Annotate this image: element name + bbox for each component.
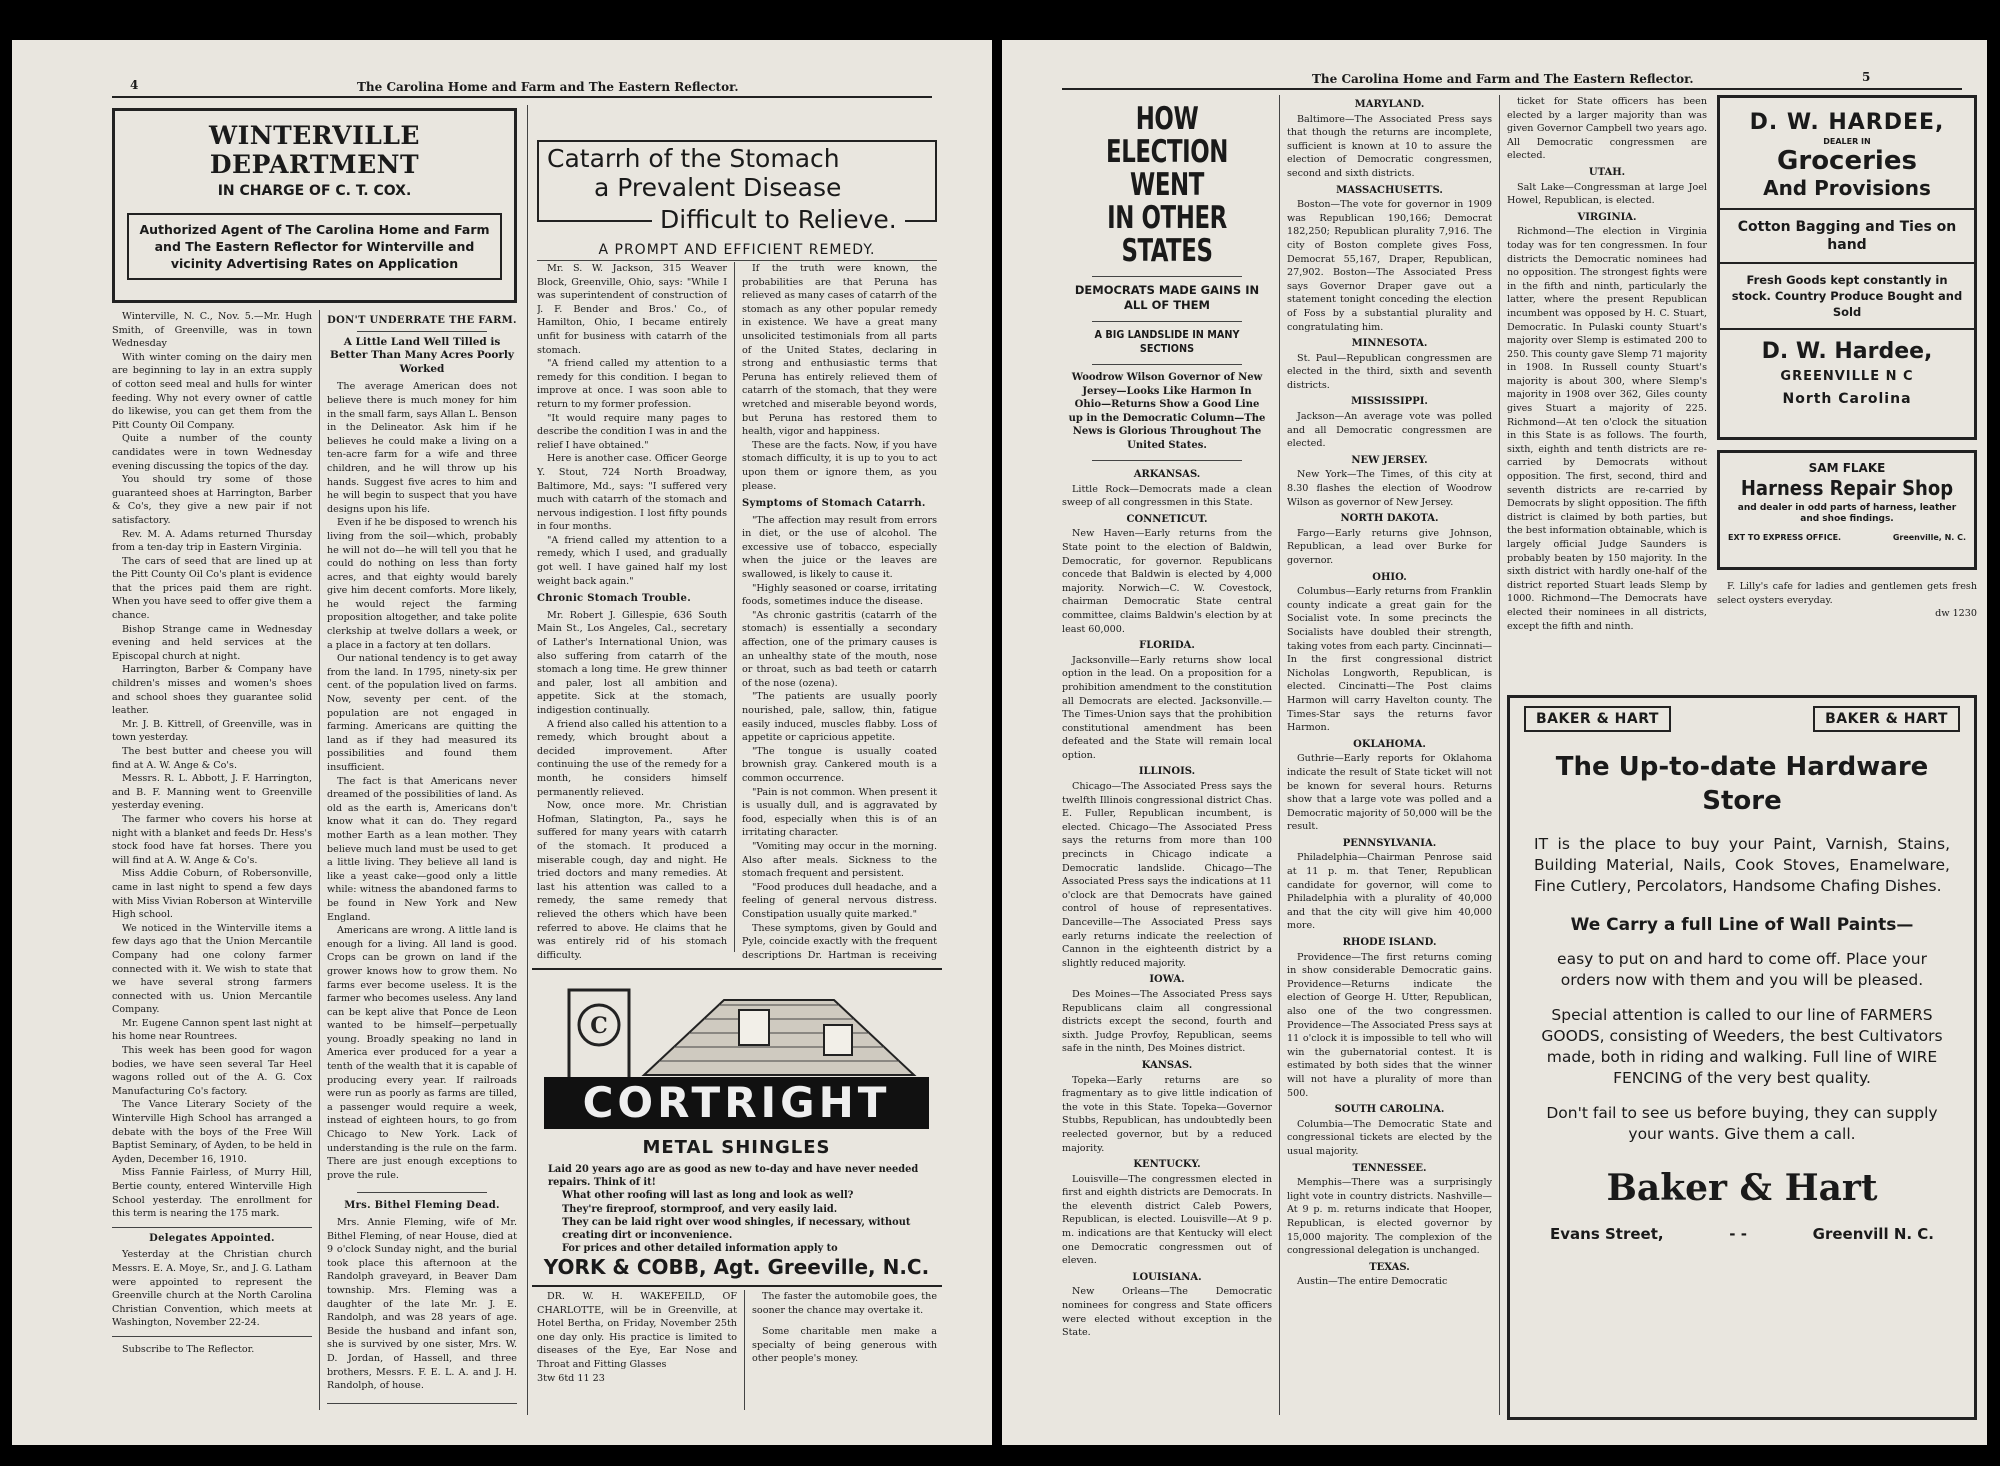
state-heading: OKLAHOMA. <box>1353 738 1426 750</box>
hardee-cotton: Cotton Bagging and Ties on hand <box>1737 219 1957 253</box>
symptoms-head: Symptoms of Stomach Catarrh. <box>742 498 926 510</box>
cortright-agent: YORK & COBB, Agt. Greeville, N.C. <box>543 1255 930 1279</box>
baker-hart-wall: We Carry a full Line of Wall Paints— <box>1570 915 1914 935</box>
catarrh-paragraph: "A friend called my attention to a remedy, which I used, and gradually got well. I have gained half my lost weight back again." <box>537 534 727 587</box>
state-heading: KENTUCKY. <box>1133 1159 1201 1171</box>
catarrh-paragraph: "Food produces dull headache, and a feeling of general nervous distress. Constipation usually quite marked." <box>742 881 937 920</box>
baker-hart-special: Special attention is called to our line of FARMERS GOODS, consisting of Weeders, the best Cultivators made, both in riding and walking. Full line of WIRE FENCING of the very best quality. <box>1541 1006 1943 1087</box>
fleming-head: Mrs. Bithel Fleming Dead. <box>344 1200 500 1212</box>
baker-hart-tab-left: BAKER & HART <box>1524 706 1671 732</box>
header-rule <box>112 96 932 98</box>
catarrh-paragraph: "Vomiting may occur in the morning. Also after meals. Sickness to the stomach frequent and persistent. <box>742 840 937 880</box>
catarrh-paragraph: A friend also called his attention to a remedy, which brought about a decided improvement. After continuing the use of the remedy for a month, he considers himself permanently relieved. <box>537 718 727 798</box>
state-heading: OHIO. <box>1372 571 1407 583</box>
catarrh-paragraph: "It would require many pages to describe the condition I was in and the relief I have obtained." <box>537 412 727 451</box>
state-report: ticket for State officers has been elected by a larger majority than was given Governor Campbell two years ago. All Democratic congressmen are elected. <box>1507 96 1707 162</box>
baker-hart-address <box>1510 1209 1974 1243</box>
ad-rule <box>1720 208 1974 210</box>
deck-rule <box>1092 460 1242 461</box>
charitable-quip: Some charitable men make a specialty of being generous with other people's money. <box>752 1326 937 1365</box>
catarrh-paragraph: Mr. S. W. Jackson, 315 Weaver Block, Greenville, Ohio, says: "While I was superintendent of construction of J. F. Bender and Bros.' Co., of Hamilton, Ohio, I became entirely unfit for business with catarrh of the stomach. <box>537 263 727 356</box>
hardee-state: North Carolina <box>1782 391 1912 407</box>
catarrh-paragraph: "The affection may result from errors in diet, or the use of alcohol. The excessive use of tobacco, especially when the juice or the leaves are swallowed, is likely to cause it. <box>742 514 937 581</box>
winterville-item: You should try some of those guaranteed shoes at Harrington, Barber & Co's, they give a new pair if not satisfactory. <box>112 474 312 526</box>
column-rule <box>527 105 528 1415</box>
catarrh-rule <box>537 260 937 261</box>
winterville-item: We noticed in the Winterville items a few days ago that the Union Mercantile Company had one colony farmer connected with it. We wish to state that we have several strong farmers connected with us. Union Mercantile Company. <box>112 922 312 1016</box>
chronic-head: Chronic Stomach Trouble. <box>537 593 691 605</box>
winterville-item: Quite a number of the county candidates were in town Wednesday evening discussing the topics of the day. <box>112 433 312 472</box>
left-page <box>12 40 992 1445</box>
state-heading: KANSAS. <box>1141 1059 1193 1071</box>
state-heading: MINNESOTA. <box>1351 338 1428 350</box>
state-report: Philadelphia—Chairman Penrose said at 11 p. m. that Tener, Republican candidate for governor, will come to Philadelphia with a plurality of 40,000 and that the city will give him 40,000 more. <box>1287 852 1492 932</box>
state-report: Little Rock—Democrats made a clean sweep of all congressmen in this State. <box>1062 483 1272 509</box>
winterville-header-box <box>112 108 517 303</box>
farm-paragraph: Americans are wrong. A little land is enough for a living. All land is good. Crops can be grown on land if the grower knows how to grow them. No farms ever become useless. It is the farmer who becomes useless. Any land can be kept alive that Ponce de Leon wanted to be himself—perpetually young. Broadly speaking no land in America ever produced for a year a tenth of the wealth that it is capable of producing every year. If railroads were run as poorly as farms are tilled, a passenger would require a week, instead of eighteen hours, to go from Chicago to New York. Lack of understanding is the rule on the farm. There are just enough exceptions to prove the rule. <box>327 925 517 1181</box>
catarrh-paragraph: If the truth were known, the probabilities are that Peruna has relieved as many cases of catarrh of the stomach as any other popular remedy in existence. We have a great many unsolicited testimonials from all parts of the United States, declaring in strong and enthusiastic terms that Peruna has entirely relieved them of catarrh of the stomach, that they were wretched and miserable beyond words, but Peruna has restored them to health, vigor and happiness. <box>742 263 937 438</box>
state-heading: CONNETICUT. <box>1126 513 1208 525</box>
catarrh-paragraph: "The tongue is usually coated brownish gray. Cankered mouth is a common occurrence. <box>742 745 937 784</box>
catarrh-paragraph: "As chronic gastritis (catarrh of the stomach) is essentially a secondary affection, one of the primary causes is an unhealthy state of the mouth, nose or throat, such as bad teeth or catarrh of the nose (ozena). <box>742 609 937 689</box>
state-heading: RHODE ISLAND. <box>1342 937 1437 949</box>
baker-hart-title-2: Store <box>1702 786 1782 816</box>
winterville-item: Mr. J. B. Kittrell, of Greenville, was in town yesterday. <box>112 718 312 744</box>
cortright-body <box>548 1163 928 1255</box>
state-heading: SOUTH CAROLINA. <box>1334 1104 1445 1116</box>
hardee-groceries: Groceries <box>1777 146 1917 176</box>
state-report: New Haven—Early returns from the State point to the election of Baldwin, Democratic, for governor. Republicans concede that Baldwin is elected by 4,000 majority. Norwich—C. W. Covestock, chairman Democratic State central committee, claims Baldwin's election by at least 60,000. <box>1062 528 1272 635</box>
column-rule <box>1499 95 1500 1415</box>
winterville-item: The Vance Literary Society of the Winterville High School has arranged a debate with the boys of the Free Will Baptist Seminary, of Ayden, to be held in Ayden, December 16, 1910. <box>112 1099 312 1165</box>
state-heading: ARKANSAS. <box>1133 469 1201 480</box>
flake-location <box>1720 527 1974 542</box>
winterville-item: Mr. Eugene Cannon spent last night at his home near Rountrees. <box>112 1017 312 1043</box>
baker-hart-tab-right: BAKER & HART <box>1813 706 1960 732</box>
catarrh-paragraph: Mr. Robert J. Gillespie, 636 South Main St., Los Angeles, Cal., secretary of Lather's International Union, was also suffering from catarrh of the stomach a long time. He grew thinner and paler, lost all ambition and appetite. Sick at the stomach, indigestion continually. <box>537 609 727 716</box>
farm-paragraph: Our national tendency is to get away from the land. In 1795, ninety-six per cent. of the population lived on farms. Now, seventy per cent. of the population are not engaged in farming. Americans are quitting the land as if they had measured its possibilities and found them insufficient. <box>327 653 517 773</box>
election-deck-3: Woodrow Wilson Governor of New Jersey—Looks Like Harmon In Ohio—Returns Show a Good Line up in the Democratic Column—The News is Glorious Throughout The United States. <box>1068 372 1266 451</box>
winterville-item: The cars of seed that are lined up at the Pitt County Oil Co's plant is evidence that the prices paid them are right. When you have seed to offer give them a chance. <box>112 555 312 622</box>
election-headline-1: HOW ELECTION WENT <box>1105 101 1229 203</box>
catarrh-title-2: a Prevalent Disease <box>594 173 842 202</box>
election-deck-1: DEMOCRATS MADE GAINS IN ALL OF THEM <box>1074 283 1260 312</box>
catarrh-paragraph: "The patients are usually poorly nourished, pale, sallow, thin, fatigue easily induced, muscles flabby. Loss of appetite or capricious appetite. <box>742 691 937 744</box>
hardee-name-bottom: D. W. Hardee, <box>1761 339 1933 364</box>
state-report: Salt Lake—Congressman at large Joel Howel, Republican, is elected. <box>1507 181 1707 207</box>
state-heading: ILLINOIS. <box>1138 766 1196 778</box>
running-head: The Carolina Home and Farm and The Eastern Reflector. <box>1312 72 1694 86</box>
winterville-item: The farmer who covers his horse at night with a blanket and feeds Dr. Hess's stock food have fat horses. There you will find at A. W. Ange & Co's. <box>112 813 312 866</box>
state-report: New Orleans—The Democratic nominees for congress and State officers were elected without exception in the State. <box>1062 1286 1272 1339</box>
baker-hart-ad <box>1507 695 1977 1420</box>
ad-bottom-rule <box>532 1285 942 1287</box>
farm-paragraph: The average American does not believe there is much money for him in the small farm, says Allan L. Benson in the Delineator. Ask him if he believes he could make a living on a ten-acre farm for a wife and three children, and he will throw up his hands. Suggest five acres to him and he will begin to suspect that you have designs upon his life. <box>327 381 517 515</box>
state-report: New York—The Times, of this city at 8.30 flashes the election of Woodrow Wilson as governor of New Jersey. <box>1287 469 1492 508</box>
winterville-item: Miss Fannie Fairless, of Murry Hill, Bertie county, entered Winterville High School yesterday. The enrollment for this term is nearing the 175 mark. <box>112 1167 312 1220</box>
running-head: The Carolina Home and Farm and The Eastern Reflector. <box>357 80 739 94</box>
baker-hart-intro: IT is the place to buy your Paint, Varnish, Stains, Building Material, Nails, Cook Stoves, Enamelware, Fine Cutlery, Percolators, Handsome Chafing Dishes. <box>1534 835 1950 895</box>
winterville-item: Winterville, N. C., Nov. 5.—Mr. Hugh Smith, of Greenville, was in town Wednesday <box>112 311 312 350</box>
state-heading: VIRGINIA. <box>1577 211 1637 223</box>
winterville-item: Miss Addie Coburn, of Robersonville, came in last night to spend a few days with Miss Vivian Roberson at Winterville High school. <box>112 868 312 921</box>
catarrh-column-1 <box>537 262 727 962</box>
cortright-line: For prices and other detailed information apply to <box>562 1243 838 1255</box>
hardee-fresh: Fresh Goods kept constantly in stock. Country Produce Bought and Sold <box>1731 273 1963 319</box>
state-heading: TENNESSEE. <box>1352 1162 1427 1174</box>
state-heading: NORTH DAKOTA. <box>1340 513 1439 525</box>
winterville-item: Messrs. R. L. Abbott, J. F. Harrington, and B. F. Manning went to Greenville yesterday evening. <box>112 773 312 812</box>
winterville-item: Harrington, Barber & Company have children's misses and women's shoes and school shoes they guarantee solid leather. <box>112 664 312 717</box>
section-rule <box>327 1403 517 1404</box>
lilly-notice <box>1717 580 1977 650</box>
state-heading: LOUISIANA. <box>1132 1271 1202 1283</box>
state-report: Jackson—An average vote was polled and all Democratic congressmen are elected. <box>1287 411 1492 450</box>
flake-ad <box>1717 450 1977 570</box>
catarrh-column-2 <box>742 262 937 962</box>
wakefield-code: 3tw 6td 11 23 <box>537 1372 605 1384</box>
lilly-text: F. Lilly's cafe for ladies and gentlemen gets fresh select oysters everyday. <box>1717 581 1977 606</box>
flake-location-right: Greenville, N. C. <box>1892 533 1966 542</box>
section-rule <box>112 1227 312 1228</box>
cortright-line: They can be laid right over wood shingles, if necessary, without creating dirt or inconvenience. <box>562 1216 911 1242</box>
catarrh-paragraph: "Highly seasoned or coarse, irritating foods, sometimes induce the disease. <box>742 582 937 608</box>
catarrh-paragraph: These are the facts. Now, if you have stomach difficulty, it is up to you to act upon them or ignore them, as you please. <box>742 439 937 492</box>
election-column-3 <box>1507 95 1707 685</box>
state-heading: IOWA. <box>1149 974 1185 986</box>
farm-column <box>327 310 517 1410</box>
state-heading: UTAH. <box>1588 166 1626 178</box>
farm-subhead: A Little Land Well Tilled is Better Than Many Acres Poorly Worked <box>329 335 515 375</box>
catarrh-paragraph: These symptoms, given by Gould and Pyle, coincide exactly with the frequent descriptions Dr. Hartman is receiving <box>742 922 937 961</box>
column-rule <box>744 1290 745 1410</box>
state-heading: NEW JERSEY. <box>1351 454 1428 466</box>
winterville-item: Bishop Strange came in Wednesday evening and held services at the Episcopal church at night. <box>112 623 312 662</box>
wakefield-text: DR. W. H. WAKEFEILD, OF CHARLOTTE, will be in Greenville, at Hotel Bertha, on Friday, November 25th one day only. His practice is limited to diseases of the Eye, Ear Nose and Throat and Fitting Glasses <box>537 1291 737 1370</box>
state-report: Fargo—Early returns give Johnson, Republican, a lead over Burke for governor. <box>1287 527 1492 566</box>
page-number: 4 <box>130 78 139 92</box>
section-rule <box>357 331 487 332</box>
page-number: 5 <box>1862 70 1871 84</box>
baker-hart-easy: easy to put on and hard to come off. Place your orders now with them and you will be pleased. <box>1557 950 1927 989</box>
election-deck-2: A BIG LANDSLIDE IN MANY SECTIONS <box>1094 328 1240 355</box>
baker-hart-dont: Don't fail to see us before buying, they can supply your wants. Give them a call. <box>1546 1104 1938 1143</box>
column-rule <box>319 310 320 1410</box>
farm-paragraph: The fact is that Americans never dreamed of the possibilities of land. As old as the earth is, Americans don't know what it can do. They regard mother Earth as a lean mother. They believe much land must be used to get a little living. They believe all land is like a yeast cake—good only a little while: witness the abandoned farms to be found in New York and New England. <box>327 775 517 923</box>
deck-rule <box>1092 321 1242 322</box>
farm-paragraph: Even if he be disposed to wrench his living from the soil—which, probably he will not do—he will tell you that he could do nothing on less than forty acres, and that eighty would barely give him decent comforts. More likely, he would reject the farming proposition altogether, and take polite clerkship at twelve dollars a week, or a place in a factory at ten dollars. <box>327 517 517 651</box>
state-report: Columbia—The Democratic State and congressional tickets are elected by the usual majority. <box>1287 1118 1492 1157</box>
flake-location-left: EXT TO EXPRESS OFFICE. <box>1728 533 1842 542</box>
fleming-text: Mrs. Annie Fleming, wife of Mr. Bithel Fleming, of near House, died at 9 o'clock Sunday night, and the burial took place this afternoon at the Randolph graveyard, in Beaver Dam township. Mrs. Fleming was a daughter of the late Mr. J. E. Randolph, and was 28 years of age. Beside the husband and infant son, she is survived by one sister, Mrs. W. D. Jordan, of Hassell, and three brothers, Messrs. F. E. L. A. and J. H. Randolph, of house. <box>327 1217 517 1392</box>
winterville-subtitle: IN CHARGE OF C. T. COX. <box>217 183 412 199</box>
catarrh-paragraph: "Pain is not common. When present it is usually dull, and is aggravated by food, especially when this is of an irritating character. <box>742 786 937 839</box>
state-report: Boston—The vote for governor in 1909 was Republican 190,166; Democrat 182,250; Republican plurality 7,916. The city of Boston complete gives Foss, Democrat 55,167, Draper, Republican, 27,902. Boston—The Associated Press says Governor Draper gave out a statement tonight conceding the election of Foss by a substantial plurality and congratulating him. <box>1287 199 1492 333</box>
lilly-code: dw 1230 <box>1935 608 1977 620</box>
flake-shop: Harness Repair Shop <box>1740 476 1954 500</box>
election-column-1 <box>1062 95 1272 1425</box>
state-report: Memphis—There was a surprisingly light vote in country districts. Nashville—At 9 p. m. returns indicate that Hooper, Republican, is elected governor by 15,000 majority. The complexion of the congressional delegation is unchanged. <box>1287 1177 1492 1257</box>
winterville-item: The best butter and cheese you will find at A. W. Ange & Co's. <box>112 746 312 771</box>
catarrh-subhead: A PROMPT AND EFFICIENT REMEDY. <box>598 242 876 258</box>
state-report: Richmond—The election in Virginia today was for ten congressmen. In four districts the Democratic nominees had no opposition. The strongest fights were in the fifth and ninth, particularly the latter, where the present Republican incumbent was opposed by H. C. Stuart, Democratic. In Pulaski county Stuart's majority over Slemp is estimated 200 to 250. This county gave Slemp 71 majority in 1908. In Russell county Stuart's majority is about 300, where Slemp's majority in 1908 over 362, Giles county gives Stuart a majority of 225. Richmond—At ten o'clock the situation in this State is as follows. The fourth, sixth, eighth and tenth districts are re-carried by Democrats without opposition. The first, second, third and seventh districts are re-carried by Democrats by slight opposition. The fifth district is claimed by both parties, but the best information obtainable, which is largely official Judge Saunders is probably beaten by 150 majority. In the sixth district with hardly one-half of the district reported Stuart leads Slemp by 1000. Richmond—The Democrats have elected their nominees in all districts, except the fifth and ninth. <box>1507 226 1707 632</box>
state-report: Jacksonville—Early returns show local option in the lead. On a proposition for a prohibition amendment to the constitution all Democrats are elected. Jacksonville.—The Times-Union says that the prohibition constitutional amendment has been defeated and the State will remain local option. <box>1062 654 1272 761</box>
state-report: Columbus—Early returns from Franklin county indicate a great gain for the Socialist vote. In some precincts the Socialists have doubled their strength, taking votes from each party. Cincinnati—In the first congressional district Nicholas Longworth, Republican, is elected. Cincinatti—The Post claims Harmon will carry Havelton county. The Times-Star says the returns favor Harmon. <box>1287 586 1492 734</box>
state-report: Louisville—The congressmen elected in first and eighth districts are Democrats. In the eleventh district Caleb Powers, Republican, is elected. Louisville—At 9 p. m. indications are that Kentucky will elect one Democratic congressmen out of eleven. <box>1062 1173 1272 1267</box>
baker-hart-signature: Baker & Hart <box>1606 1167 1878 1209</box>
cortright-line: Laid 20 years ago are as good as new to-day and have never needed repairs. Think of it! <box>548 1164 919 1189</box>
state-report: Guthrie—Early reports for Oklahoma indicate the result of State ticket will not be known for several hours. Returns show that a large vote was polled and a Democratic majority of 50,000 will be the result. <box>1287 753 1492 833</box>
cortright-line: What other roofing will last as long and look as well? <box>562 1190 854 1202</box>
delegates-text: Yesterday at the Christian church Messrs. E. A. Moye, Sr., and J. G. Latham were appointed to represent the Greenville church at the North Carolina Christian Convention, which meets at Washington, November 22-24. <box>112 1249 312 1329</box>
state-report: Providence—The first returns coming in show considerable Democratic gains. Providence—Returns indicate the election of George H. Utter, Republican, also one of the two congressmen. Providence—The Associated Press says at 11 o'clock it is impossible to tell who will win the gubernatorial contest. It is estimated by both sides that the winner will not have a plurality of more than 500. <box>1287 951 1492 1099</box>
right-page <box>1002 40 1987 1445</box>
winterville-item: Rev. M. A. Adams returned Thursday from a ten-day trip in Eastern Virginia. <box>112 528 312 554</box>
catarrh-paragraph: "A friend called my attention to a remedy for this condition. I began to improve at once. I was soon able to return to my former profession. <box>537 358 727 410</box>
catarrh-paragraph: Here is another case. Officer George Y. Stout, 724 North Broadway, Baltimore, Md., says: "I suffered very much with catarrh of the stomach and nervous indigestion. I lost fifty pounds in four months. <box>537 453 727 533</box>
baker-hart-title-1: The Up-to-date Hardware <box>1555 752 1929 782</box>
catarrh-title-1: Catarrh of the Stomach <box>547 144 840 173</box>
baker-hart-tabs <box>1510 698 1974 732</box>
catarrh-paragraph: Now, once more. Mr. Christian Hofman, Slatington, Pa., says he suffered for many years with catarrh of the stomach. It produced a miserable cough, day and night. He tried doctors and many remedies. At last his attention was called to a remedy, the same remedy that relieved the others which have been referred to above. He claims that he was entirely rid of his stomach difficulty. <box>537 800 727 961</box>
hardee-city: GREENVILLE N C <box>1780 369 1914 384</box>
hardee-ad <box>1717 95 1977 440</box>
winterville-item: This week has been good for wagon bodies, we have seen several Tar Heel wagons rolled out of the A. G. Cox Manufacturing Co's factory. <box>112 1045 312 1097</box>
baker-hart-street: Evans Street, <box>1550 1225 1664 1243</box>
hardee-name-top: D. W. HARDEE, <box>1749 110 1945 135</box>
deck-rule <box>1092 364 1242 365</box>
state-heading: FLORIDA. <box>1139 640 1195 652</box>
state-heading: TEXAS. <box>1369 1261 1410 1273</box>
section-rule <box>357 1192 487 1193</box>
baker-hart-city: Greenvill N. C. <box>1812 1225 1934 1243</box>
winterville-column <box>112 310 312 1425</box>
catarrh-title-3: Difficult to Relieve. <box>652 205 905 234</box>
automobile-quip: The faster the automobile goes, the sooner the chance may overtake it. <box>752 1291 937 1316</box>
election-col1-body <box>1062 465 1272 1340</box>
state-heading: MASSACHUSETTS. <box>1336 184 1443 196</box>
svg-text:C: C <box>590 1013 608 1039</box>
state-heading: MISSISSIPPI. <box>1351 396 1428 408</box>
column-rule <box>734 262 735 952</box>
hardee-provisions: And Provisions <box>1763 176 1931 200</box>
cortright-ad <box>534 985 939 1285</box>
ad-rule <box>1720 262 1974 264</box>
election-headline-2: IN OTHER STATES <box>1107 200 1227 269</box>
cortright-product: METAL SHINGLES <box>642 1137 831 1158</box>
winterville-title: WINTERVILLE DEPARTMENT <box>209 121 420 179</box>
flake-desc: and dealer in odd parts of harness, leather and shoe findings. <box>1737 503 1957 524</box>
deck-rule <box>1092 276 1242 277</box>
agent-note: Authorized Agent of The Carolina Home and Farm and The Eastern Reflector for Winterville and vicinity Advertising Rates on Application <box>127 213 502 280</box>
state-report: Chicago—The Associated Press says the twelfth Illinois congressional district Chas. E. Fuller, Republican incumbent, is elected. Chicago—The Associated Press says the returns from more than 100 precincts in Chicago indicate a Democratic landslide. Chicago—The Associated Press says the indications at 11 o'clock are that Democrats have gained control of house of representatives. Danceville—The Associated Press says early returns indicate the reelection of Cannon in the eighteenth district by a slightly reduced majority. <box>1062 781 1272 969</box>
winterville-item: With winter coming on the dairy men are beginning to lay in an extra supply of cotton seed meal and hulls for winter feeding. Why not every owner of cattle do likewise, you can get them from the Pitt County Oil Company. <box>112 351 312 431</box>
state-report: Austin—The entire Democratic <box>1297 1276 1448 1288</box>
cortright-line: They're fireproof, stormproof, and very easily laid. <box>562 1203 838 1215</box>
state-report: Topeka—Early returns are so fragmentary as to give little indication of the vote in this State. Topeka—Governor Stubbs, Republican, has undoubtedly been reelected governor, but by a reduced majority. <box>1062 1074 1272 1154</box>
flake-name: SAM FLAKE <box>1808 461 1886 475</box>
farm-head: DON'T UNDERRATE THE FARM. <box>327 315 517 326</box>
ad-rule <box>1720 328 1974 330</box>
state-report: Des Moines—The Associated Press says Republicans claim all congressional districts except the second, fourth and sixth. Judge Provfoy, Republican, seems safe in the ninth, Des Moines district. <box>1062 988 1272 1055</box>
delegates-head: Delegates Appointed. <box>149 1232 275 1244</box>
baker-hart-dashes: - - <box>1729 1225 1747 1243</box>
wakefield-notice <box>537 1290 737 1410</box>
header-rule <box>1062 88 1962 90</box>
column-rule <box>1279 95 1280 1415</box>
state-heading: MARYLAND. <box>1354 99 1425 110</box>
state-report: St. Paul—Republican congressmen are elected in the third, sixth and seventh districts. <box>1287 352 1492 391</box>
hardee-dealer-in: DEALER IN <box>1823 137 1871 146</box>
section-rule <box>112 1336 312 1337</box>
subscribe-note: Subscribe to The Reflector. <box>122 1343 255 1355</box>
election-column-2 <box>1287 95 1492 1425</box>
state-report: Baltimore—The Associated Press says that though the returns are incomplete, sufficient is known at 10 to assure the election of Democratic congressmen, second and sixth districts. <box>1287 113 1492 179</box>
filler-column <box>752 1290 937 1410</box>
state-heading: PENNSYLVANIA. <box>1342 837 1437 849</box>
catarrh-bottom-rule <box>532 968 942 970</box>
cortright-brand: CORTRIGHT <box>582 1078 891 1127</box>
